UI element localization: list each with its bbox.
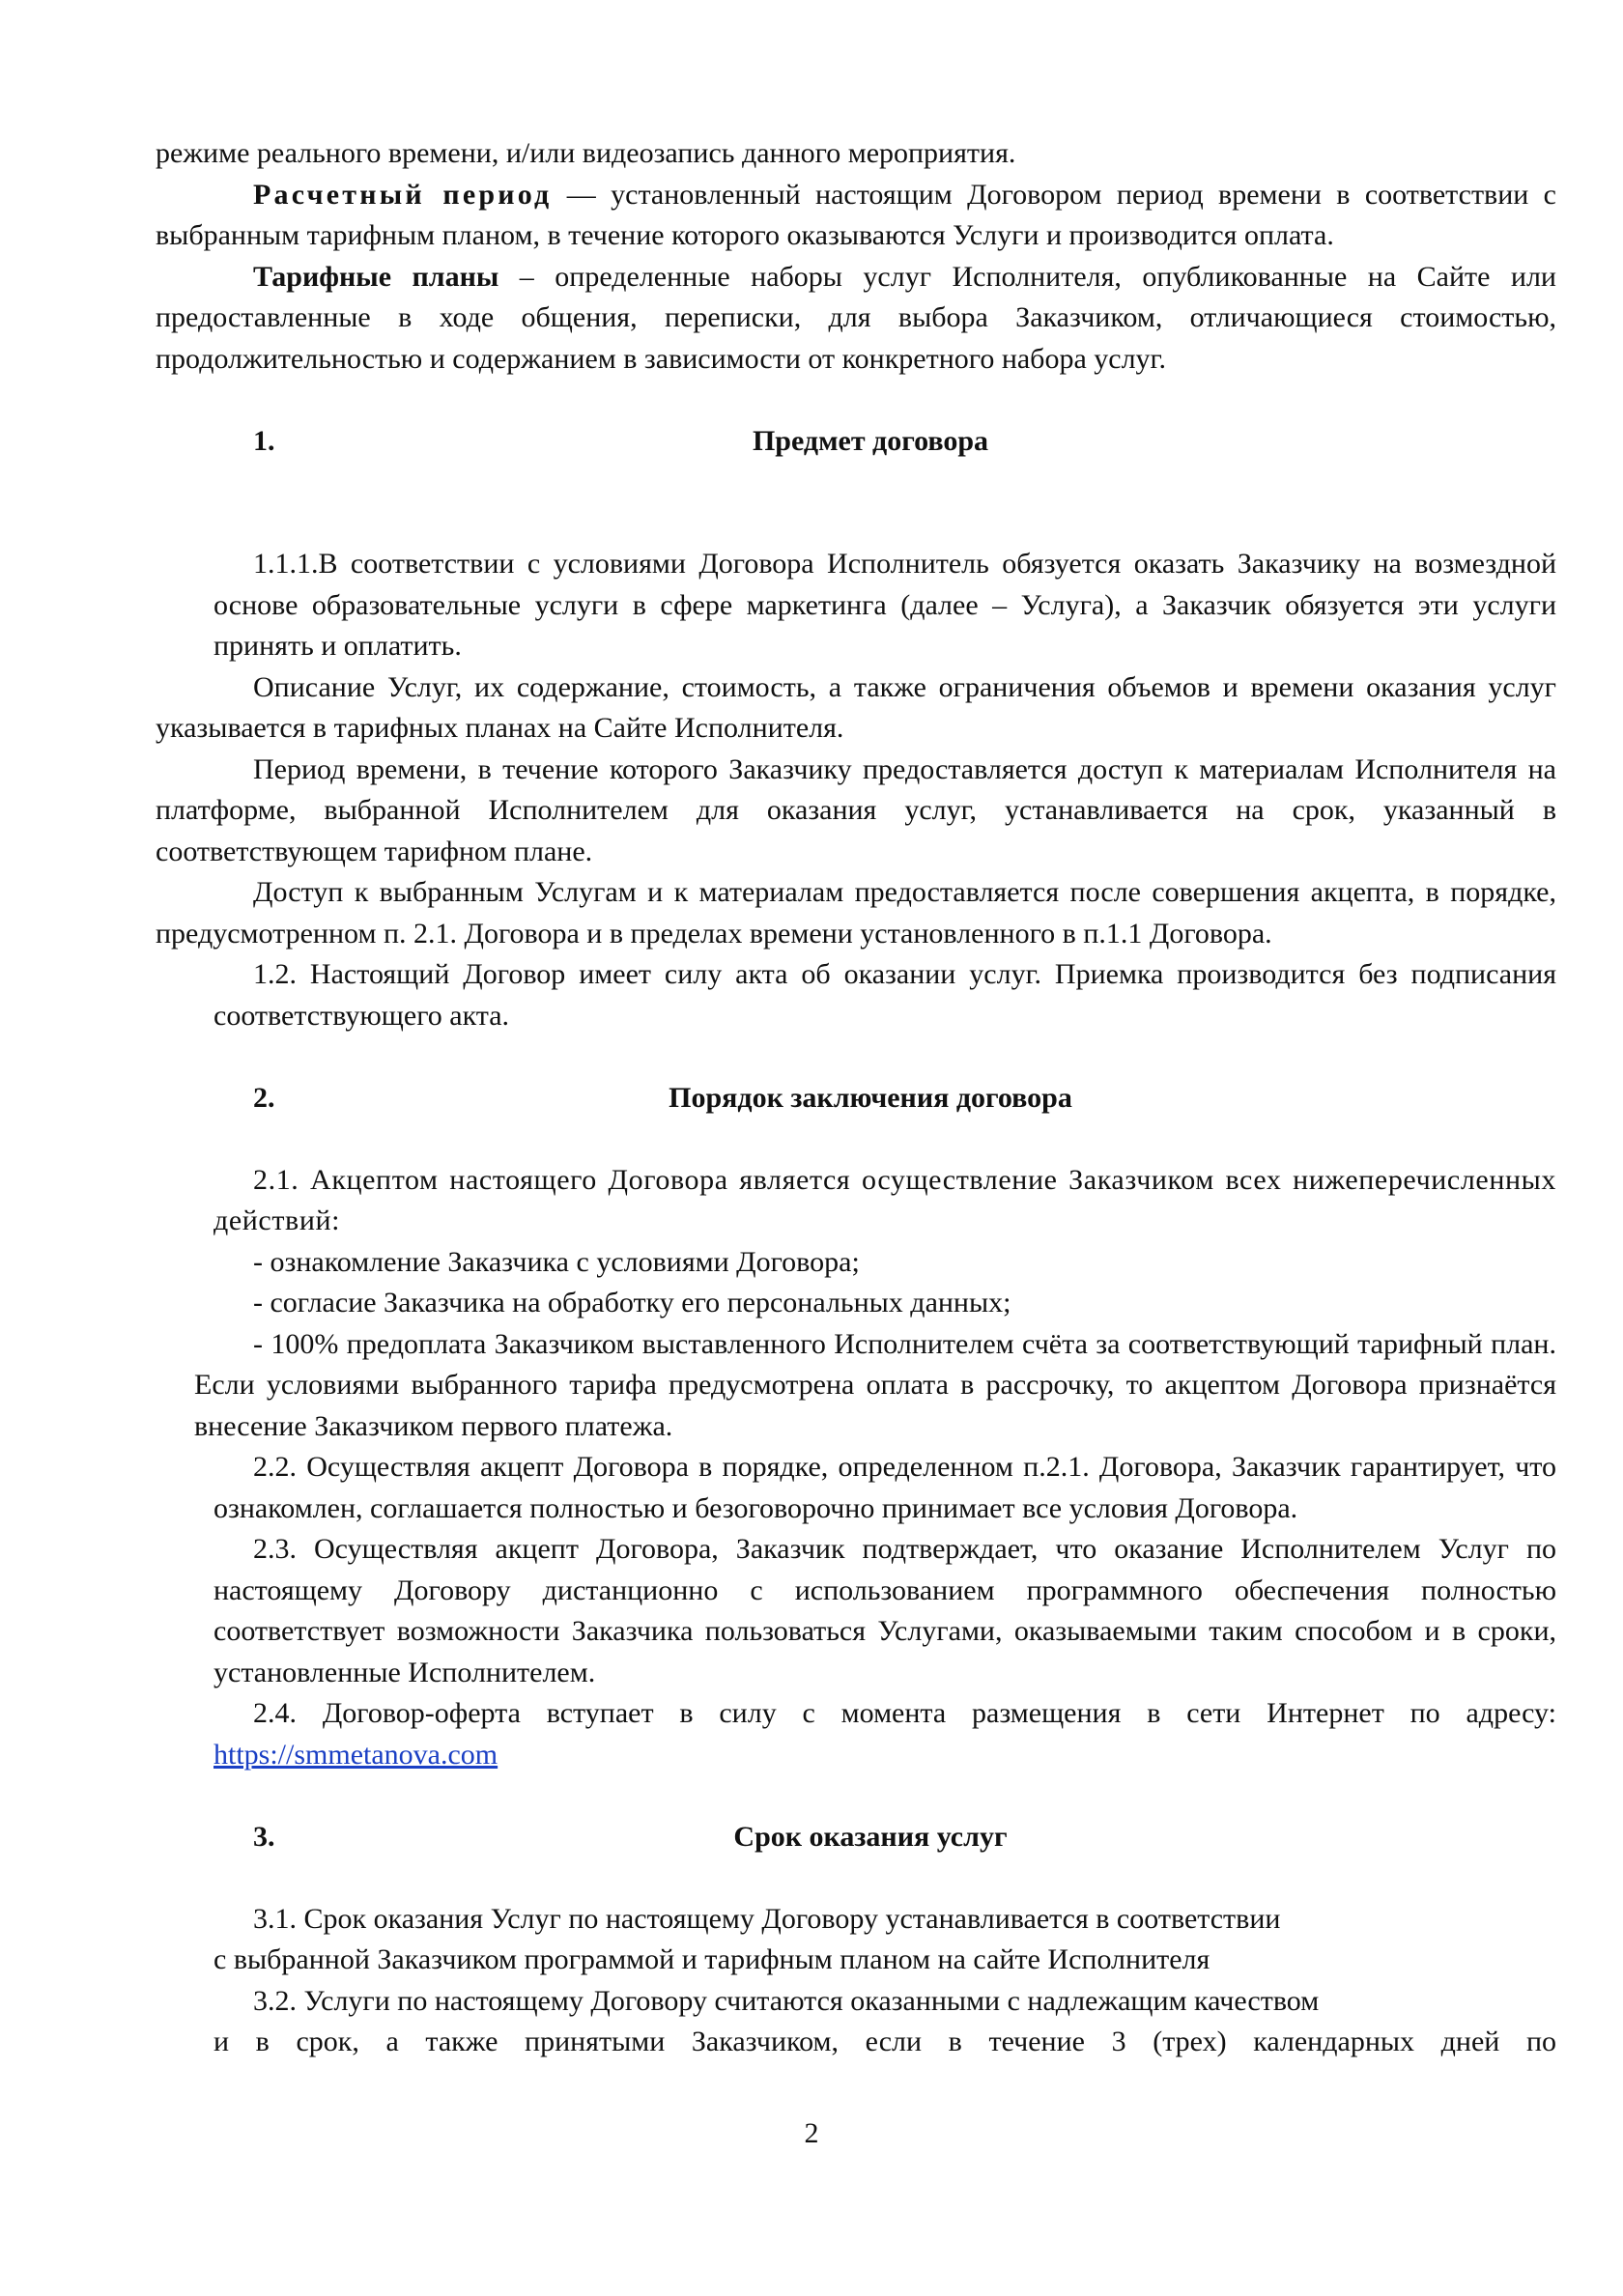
section-title: Предмет договора (752, 424, 989, 457)
document-page (156, 133, 1556, 2063)
website-link[interactable]: https://smmetanova.com (214, 1738, 498, 1771)
clause-1-2: 1.2. Настоящий Договор имеет силу акта об оказании услуг. Приемка производится без подписания соответствующего акта. (214, 958, 1556, 1032)
paragraph: Описание Услуг, их содержание, стоимость, а также ограничения объемов и времени оказания услуг указывается в тарифных планах на Сайте Исполнителя. (156, 670, 1556, 744)
section-title: Срок оказания услуг (733, 1820, 1008, 1853)
page-number: 2 (804, 2117, 819, 2149)
intro-line: режиме реального времени, и/или видеозапись данного мероприятия. (156, 137, 1016, 169)
clause-3-1-line1: 3.1. Срок оказания Услуг по настоящему Договору устанавливается в соответствии (253, 1902, 1281, 1935)
clause-3-2-line1: 3.2. Услуги по настоящему Договору считаются оказанными с надлежащим качеством (253, 1984, 1320, 2017)
section-heading-1 (156, 421, 1556, 463)
clause-3-1-line2: с выбранной Заказчиком программой и тарифным планом на сайте Исполнителя (214, 1943, 1210, 1975)
paragraph: Период времени, в течение которого Заказчику предоставляется доступ к материалам Исполнителя на платформе, выбранной Исполнителем для оказания услуг, устанавливается на срок, указанный в соответствующем тарифном плане. (156, 752, 1556, 867)
list-item: - 100% предоплата Заказчиком выставленного Исполнителем счёта за соответствующий тарифный план. Если условиями выбранного тарифа предусмотрена оплата в рассрочку, то акцептом Договора признаётся внесение Заказчиком первого платежа. (194, 1327, 1556, 1442)
clause-2-2: 2.2. Осуществляя акцепт Договора в порядке, определенном п.2.1. Договора, Заказчик гарантирует, что ознакомлен, соглашается полностью и безоговорочно принимает все условия Договора. (214, 1451, 1556, 1524)
section-number: 2. (253, 1081, 275, 1114)
clause-2-3: 2.3. Осуществляя акцепт Договора, Заказчик подтверждает, что оказание Исполнителем Услуг по настоящему Договору дистанционно с использованием программного обеспечения полностью соответствует возможности Заказчика пользоваться Услугами, оказываемыми таким способом и в сроки, установленные Исполнителем. (214, 1533, 1556, 1688)
section-number: 3. (253, 1820, 275, 1853)
clause-2-1 (156, 1160, 1556, 1242)
definition-tariff-plans (156, 257, 1556, 381)
clause-text: 2.4. Договор-оферта вступает в силу с момента размещения в сети Интернет по адресу: (253, 1697, 1556, 1729)
term-billing-period: Расчетный период (253, 178, 553, 211)
clause-3-2-line2: и в срок, а также принятыми Заказчиком, если в течение 3 (трех) календарных дней по (214, 2026, 1556, 2057)
section-number: 1. (253, 424, 275, 457)
clause-text: 2.1. Акцептом настоящего Договора является осуществление Заказчиком всех нижеперечисленных действий: (214, 1163, 1556, 1236)
definition-text: — установленный настоящим Договором период времени в соответствии с выбранным тарифным планом, в течение которого оказываются Услуги и производится оплата. (156, 178, 1556, 251)
section-heading-2 (156, 1078, 1556, 1120)
term-tariff-plans: Тарифные планы (253, 260, 499, 293)
definition-billing-period (156, 175, 1556, 257)
section-heading-3 (156, 1817, 1556, 1858)
section-title: Порядок заключения договора (669, 1081, 1072, 1114)
paragraph: Доступ к выбранным Услугам и к материалам предоставляется после совершения акцепта, в порядке, предусмотренном п. 2.1. Договора и в пределах времени установленного в п.1.1 Договора. (156, 876, 1556, 950)
list-item: - согласие Заказчика на обработку его персональных данных; (253, 1287, 1011, 1318)
clause-1-1-1: 1.1.1.В соответствии с условиями Договора Исполнитель обязуется оказать Заказчику на возмездной основе образовательные услуги в сфере маркетинга (далее – Услуга), а Заказчик обязуется эти услуги принять и оплатить. (214, 548, 1556, 662)
clause-2-4 (156, 1693, 1556, 1775)
list-item: - ознакомление Заказчика с условиями Договора; (253, 1245, 860, 1278)
definition-text: – определенные наборы услуг Исполнителя, опубликованные на Сайте или предоставленные в ходе общения, переписки, для выбора Заказчиком, отличающиеся стоимостью, продолжительностью и содержанием в зависимости от конкретного набора услуг. (156, 260, 1556, 375)
